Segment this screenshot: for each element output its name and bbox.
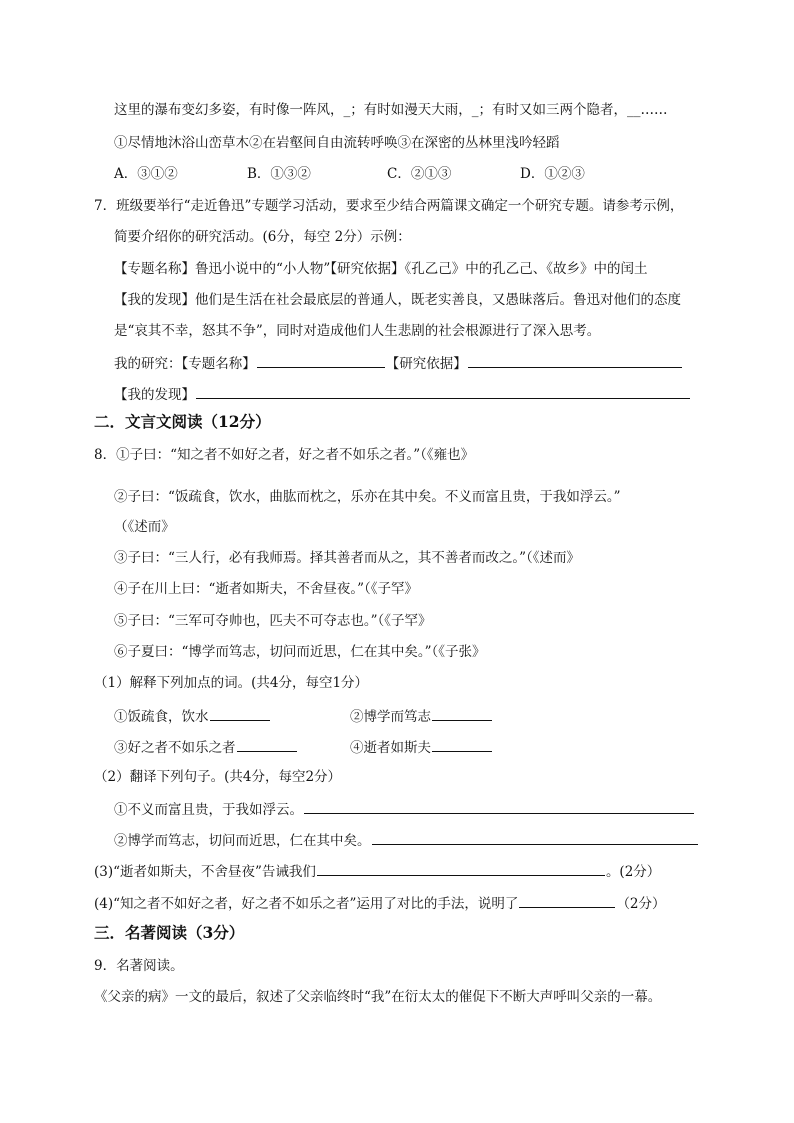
q8-part-3-text: (3)“逝者如斯夫，不舍昼夜”告诫我们	[94, 864, 316, 880]
q7-topic-blank[interactable]	[257, 353, 385, 368]
q6-stem-b: ；有时如漫天大雨，	[350, 102, 472, 118]
q8-part-1-c-text: ③好之者不如乐之者	[114, 740, 236, 756]
q7-basis-label: 【研究依据】	[385, 356, 467, 372]
q7-basis-blank[interactable]	[468, 353, 682, 368]
q8-part-2-a	[114, 799, 695, 819]
q6-blank-2: _	[471, 102, 479, 118]
q8-part-1-a	[114, 706, 271, 726]
q7-example-2: 【我的发现】他们是生活在社会最底层的普通人，既老实善良，又愚昧落后。鲁迅对他们的态度	[114, 292, 681, 308]
q7-finding-label: 【我的发现】	[114, 387, 195, 403]
q6-option-c: C．②①③	[387, 166, 452, 182]
q8-sentence-1: 8．①子曰：“知之者不如好之者，好之者不如乐之者。”（《雍也》	[94, 447, 475, 463]
q7-example-1: 【专题名称】鲁迅小说中的“小人物”【研究依据】《孔乙己》中的孔乙己、《故乡》中的闰土	[114, 261, 648, 277]
q8-part-4-blank[interactable]	[519, 893, 615, 908]
q8-part-1-c	[114, 737, 298, 757]
q7-line-1: 7．班级要举行“走近鲁迅”专题学习活动，要求至少结合两篇课文确定一个研究专题。请参考示例，	[94, 198, 684, 214]
q8-sentence-2-source: （《述而》	[114, 519, 175, 535]
q8-part-3-score: 。(2分）	[605, 864, 661, 880]
q8-sentence-2: ②子曰：“饭疏食，饮水，曲肱而枕之，乐亦在其中矣。不义而富且贵，于我如浮云。”	[114, 489, 621, 505]
q8-part-1-a-text: ①饭疏食，饮水	[114, 709, 209, 725]
q8-part-1-c-blank[interactable]	[237, 737, 297, 752]
section-2-title: 二．文言文阅读（12分）	[94, 412, 271, 431]
q6-stem-a: 这里的瀑布变幻多姿，有时像一阵风，	[114, 102, 344, 118]
q6-stem-c: ；有时又如三两个隐者，	[478, 102, 627, 118]
q8-part-4-score: （2分）	[616, 896, 666, 912]
q6-option-d: D．①②③	[520, 166, 585, 182]
q8-part-1-b-text: ②博学而笃志	[350, 709, 431, 725]
q7-example-3: 是“哀其不幸，怒其不争”，同时对造成他们人生悲剧的社会根源进行了深入思考。	[114, 323, 601, 339]
q9-line-1: 9．名著阅读。	[94, 958, 184, 974]
q8-part-3	[94, 861, 660, 881]
q6-option-b: B．①③②	[247, 166, 311, 182]
q8-part-2-b-blank[interactable]	[372, 830, 698, 845]
q8-sentence-6: ⑥子夏曰：“博学而笃志，切问而近思，仁在其中矣。”（《子张》	[114, 644, 486, 660]
q8-sentence-4: ④子在川上曰：“逝者如斯夫，不舍昼夜。”（《子罕》	[114, 581, 419, 597]
q7-research-line	[114, 353, 683, 373]
q8-part-1-d-blank[interactable]	[432, 737, 492, 752]
q8-part-3-blank[interactable]	[317, 861, 605, 876]
q6-stem-d: ……	[640, 102, 668, 118]
q8-part-2-a-text: ①不义而富且贵，于我如浮云。	[114, 802, 303, 818]
q8-part-2-b	[114, 830, 699, 850]
q8-part-4-text: (4)“知之者不如好之者，好之者不如乐之者”运用了对比的手法，说明了	[94, 896, 519, 912]
q7-finding-line	[114, 384, 691, 404]
q9-line-2: 《父亲的病》一文的最后，叙述了父亲临终时“我”在衍太太的催促下不断大声呼叫父亲的一幕。	[94, 989, 662, 1005]
q8-sentence-3: ③子曰：“三人行，必有我师焉。择其善者而从之，其不善者而改之。”（《述而》	[114, 550, 581, 566]
q7-line-2: 简要介绍你的研究活动。(6分，每空 2分）示例：	[114, 229, 411, 245]
q8-part-4	[94, 893, 666, 913]
q7-finding-blank[interactable]	[196, 384, 690, 399]
q6-stem	[114, 101, 668, 119]
q8-part-2-b-text: ②博学而笃志，切问而近思，仁在其中矣。	[114, 833, 371, 849]
q8-part-1-b-blank[interactable]	[432, 706, 492, 721]
q6-blank-3: __	[627, 102, 641, 118]
q8-part-1-d	[350, 737, 493, 757]
q8-part-1-a-blank[interactable]	[210, 706, 270, 721]
q6-option-a: A．③①②	[114, 166, 178, 182]
q8-part-1-d-text: ④逝者如斯夫	[350, 740, 431, 756]
q8-sentence-5: ⑤子曰：“三军可夺帅也，匹夫不可夺志也。”（《子罕》	[114, 613, 432, 629]
q8-part-2-a-blank[interactable]	[304, 799, 694, 814]
section-3-title: 三．名著阅读（3分）	[94, 923, 245, 942]
q6-items: ①尽情地沐浴山峦草木②在岩壑间自由流转呼唤③在深密的丛林里浅吟轻蹈	[114, 135, 560, 151]
q8-part-2-title: （2）翻译下列句子。(共4分，每空2分）	[94, 769, 342, 785]
q6-blank-1: _	[343, 102, 351, 118]
q8-part-1-b	[350, 706, 493, 726]
q7-research-prefix: 我的研究：【专题名称】	[114, 356, 256, 372]
q8-part-1-title: （1）解释下列加点的词。(共4分，每空1分）	[94, 675, 369, 691]
